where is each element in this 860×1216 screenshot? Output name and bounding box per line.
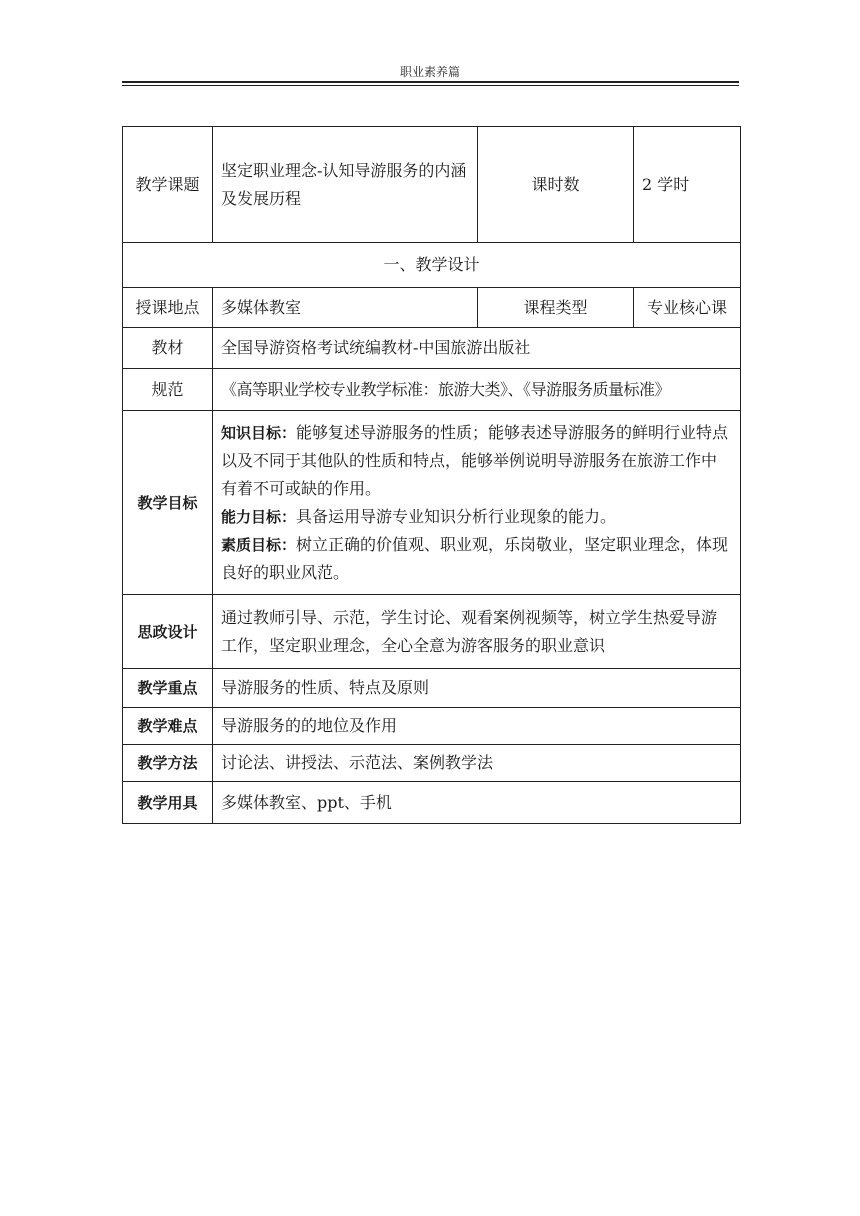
topic-label: 教学课题	[123, 127, 213, 243]
ability-objective	[221, 503, 732, 531]
textbook-row	[123, 328, 741, 369]
textbook-value: 全国导游资格考试统编教材-中国旅游出版社	[213, 328, 741, 369]
objectives-row	[123, 411, 741, 595]
tools-label: 教学用具	[123, 782, 213, 824]
quality-objective	[221, 531, 732, 587]
ideology-value: 通过教师引导、示范，学生讨论、观看案例视频等，树立学生热爱导游工作，坚定职业理念，全心全意为游客服务的职业意识	[213, 595, 741, 669]
hours-value: 2 学时	[634, 127, 741, 243]
tools-value: 多媒体教室、ppt、手机	[213, 782, 741, 824]
ideology-label: 思政设计	[123, 595, 213, 669]
tools-row	[123, 782, 741, 824]
difficulties-label: 教学难点	[123, 708, 213, 745]
methods-value: 讨论法、讲授法、示范法、案例教学法	[213, 745, 741, 782]
ability-keyword: 能力目标：	[221, 507, 297, 526]
topic-value: 坚定职业理念-认知导游服务的内涵及发展历程	[213, 127, 478, 243]
knowledge-objective	[221, 419, 732, 503]
textbook-label: 教材	[123, 328, 213, 369]
ability-text: 具备运用导游专业知识分析行业现象的能力。	[296, 506, 617, 526]
location-label: 授课地点	[123, 288, 213, 328]
location-value: 多媒体教室	[213, 288, 478, 328]
lesson-plan-table	[122, 126, 741, 824]
location-row	[123, 288, 741, 328]
difficulties-value: 导游服务的的地位及作用	[213, 708, 741, 745]
difficulties-row	[123, 708, 741, 745]
key-points-row	[123, 669, 741, 708]
standard-row	[123, 369, 741, 411]
header-rule-thick	[122, 81, 739, 83]
course-type-label: 课程类型	[478, 288, 634, 328]
standard-label: 规范	[123, 369, 213, 411]
quality-keyword: 素质目标：	[221, 535, 297, 554]
objectives-content	[213, 411, 741, 595]
knowledge-keyword: 知识目标：	[221, 423, 297, 442]
key-points-value: 导游服务的性质、特点及原则	[213, 669, 741, 708]
course-type-value: 专业核心课	[634, 288, 741, 328]
methods-row	[123, 745, 741, 782]
knowledge-text: 能够复述导游服务的性质；能够表述导游服务的鲜明行业特点以及不同于其他队的性质和特点，能够举例说明导游服务在旅游工作中有着不可或缺的作用。	[221, 422, 729, 498]
objectives-label: 教学目标	[123, 411, 213, 595]
header-rule-thin	[122, 85, 739, 86]
quality-text: 树立正确的价值观、职业观，乐岗敬业，坚定职业理念，体现良好的职业风范。	[221, 534, 729, 582]
key-points-label: 教学重点	[123, 669, 213, 708]
header-title: 职业素养篇	[399, 65, 460, 79]
hours-label: 课时数	[478, 127, 634, 243]
ideology-row	[123, 595, 741, 669]
section-row	[123, 243, 741, 288]
methods-label: 教学方法	[123, 745, 213, 782]
standard-value: 《高等职业学校专业教学标准：旅游大类》、《导游服务质量标准》	[213, 369, 741, 411]
topic-row	[123, 127, 741, 243]
section-title: 一、教学设计	[123, 243, 741, 288]
